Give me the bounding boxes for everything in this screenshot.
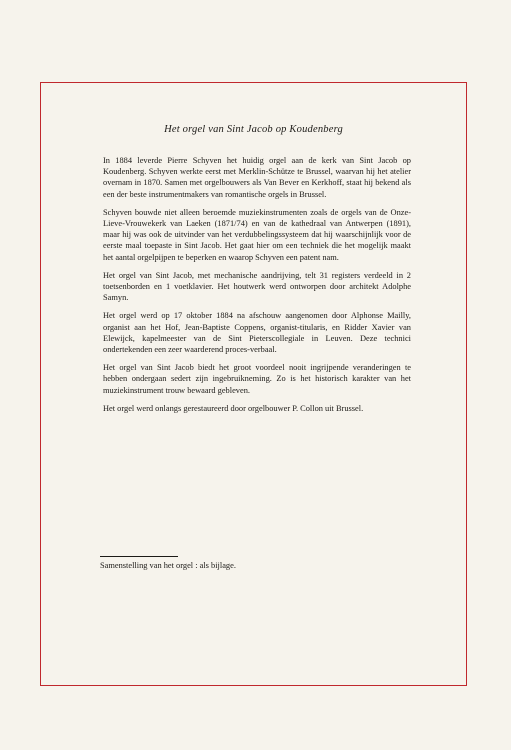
paragraph-registers: Het orgel van Sint Jacob, met mechanische aandrijving, telt 31 registers verdeeld in 2 toetsenborden en 1 voetklavier. Het houtwerk werd ontworpen door architekt Adolphe Samyn. [103, 270, 411, 303]
page-title: Het orgel van Sint Jacob op Koudenberg [164, 124, 343, 135]
paragraph-preservation: Het orgel van Sint Jacob biedt het groot voordeel nooit ingrijpende veranderingen te hebben ondergaan sedert zijn ingebruikneming. Zo is het historisch karakter van het muziekinstrument trouw bewaard gebleven. [103, 363, 411, 395]
paragraph-history: In 1884 leverde Pierre Schyven het huidig orgel aan de kerk van Sint Jacob op Koudenberg. Schyven werkte eerst met Merklin-Schütze te Brussel, waarvan hij het atelier overnam in 1870. Samen met orgelbouwers als Van Bever en Kerkhoff, staat hij bekend als een der beste instrumentmakers van romantische orgels in Brussel. [103, 156, 411, 199]
paragraph-inventions: Schyven bouwde niet alleen beroemde muziekinstrumenten zoals de orgels van de Onze-Lieve-Vrouwekerk van Laeken (1871/74) en van de kathedraal van Antwerpen (1891), maar hij was ook de uitvinder van het verdubbelingssysteem dat hij waarschijnlijk voor de eerste maal toepaste in Sint Jacob. Het gaat hier om een techniek die het mogelijk maakt het aantal orgelpijpen te beperken en waarop Schyven een patent nam. [103, 207, 411, 262]
paragraph-acceptance: Het orgel werd op 17 oktober 1884 na afschouw aangenomen door Alphonse Mailly, organist aan het Hof, Jean-Baptiste Coppens, organist-titularis, en Ridder Xavier van Elewijck, kapelmeester van de Sint Pieterscollegiale in Leuven. Deze technici ondertekenden een zeer waarderend proces-verbaal. [103, 311, 411, 355]
paragraph-restoration: Het orgel werd onlangs gerestaureerd door orgelbouwer P. Collon uit Brussel. [103, 403, 364, 413]
footnote: Samenstelling van het orgel : als bijlage. [100, 561, 236, 570]
footnote-rule [100, 556, 178, 557]
body-text [103, 155, 411, 421]
